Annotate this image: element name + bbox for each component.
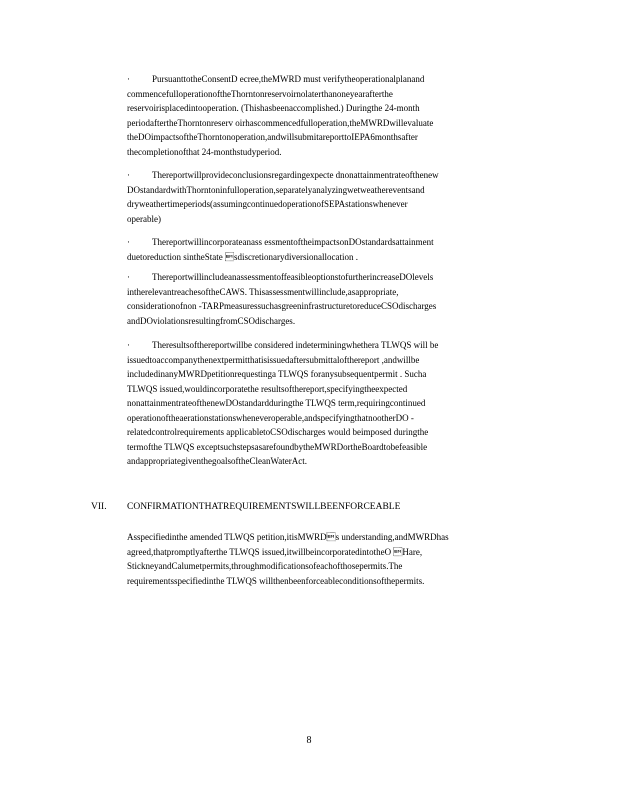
bullet-paragraph (127, 235, 527, 264)
bullet-paragraph-line (127, 72, 527, 87)
bullet-paragraph-line: DOstandardwithThorntoninfulloperation,separatelyanalyzingwetweathereventsand (127, 184, 425, 195)
section-body-line: StickneyandCalumetpermits,throughmodificationsofeachofthosepermits.The (127, 561, 403, 571)
section-body-line: requirementsspecifiedinthe TLWQS willthenbeenforceableconditionsofthepermits. (127, 575, 425, 586)
bullet-paragraph-line: reservoirisplacedintooperation. (Thishasbeenaccomplished.) Duringthe 24-month (127, 103, 420, 113)
bullet-marker: · (127, 340, 130, 350)
bullet-paragraph-line: andDOviolationsresultingfromCSOdischarges. (127, 315, 296, 326)
bullet-paragraph-line: termofthe TLWQS exceptsuchstepsasarefoundbytheMWRDortheBoardtobefeasible (127, 441, 428, 452)
bullet-paragraph-line (127, 235, 527, 250)
bullet-paragraph-line: relatedcontrolrequirements applicabletoCSOdischarges would beimposed duringthe (127, 427, 429, 437)
bullet-paragraph-line: andappropriategiventhegoalsoftheCleanWaterAct. (127, 456, 307, 466)
bullet-text: PursuanttotheConsentD ecree,theMWRD must verifytheoperationalplanand (152, 74, 425, 84)
bullet-paragraph-line (127, 168, 527, 183)
bullet-paragraph-line: duetoreduction sintheState sdiscretionarydiversionallocation . (127, 251, 358, 262)
bullet-paragraph-line: intherelevantreachesoftheCAWS. Thisassessmentwillinclude,asappropriate, (127, 286, 399, 297)
bullet-paragraph-line: nonattainmentrateofthenewDOstandardduringthe TLWQS term,requiringcontinued (127, 398, 426, 408)
bullet-paragraph (127, 270, 527, 328)
bullet-text: Thereportwillincorporateanass essmentoftheimpactsonDOstandardsattainment (152, 237, 434, 247)
bullet-paragraph-line: theDOimpactsoftheThorntonoperation,andwillsubmitareporttoIEPA6monthsafter (127, 132, 418, 142)
bullet-text: Theresultsofthereportwillbe considered indeterminingwhethera TLWQS will be (152, 340, 439, 350)
bullet-text: Thereportwillprovideconclusionsregardingexpecte dnonattainmentrateofthenew (152, 170, 439, 180)
section-body (127, 530, 527, 588)
bullet-paragraph-line: operationoftheaerationstationswheneveroperable,andspecifyingthatnootherDO - (127, 412, 414, 423)
bullet-marker: · (127, 74, 130, 84)
bullet-paragraph-line: thecompletionofthat 24-monthstudyperiod. (127, 146, 282, 157)
section-body-line: Asspecifiedinthe amended TLWQS petition,itisMWRDs understanding,andMWRDhas (127, 532, 449, 542)
bullet-marker: · (127, 170, 130, 180)
bullet-paragraph-line: includedinanyMWRDpetitionrequestinga TLWQS foranysubsequentpermit . Sucha (127, 369, 427, 379)
bullet-paragraph-line (127, 270, 527, 285)
section-number: VII. (91, 502, 107, 512)
bullet-paragraph-line: issuedtoaccompanythenextpermitthatisissuedaftersubmittalofthereport ,andwillbe (127, 354, 420, 365)
bullet-paragraph-line: dryweathertimeperiods(assumingcontinuedoperationofSEPAstationswhenever (127, 199, 408, 209)
bullet-paragraph (127, 338, 527, 469)
bullet-paragraph-line: TLWQS issued,wouldincorporatethe resultsofthereport,specifyingtheexpected (127, 383, 408, 394)
page-number: 8 (306, 735, 312, 746)
bullet-text: ThereportwillincludeanassessmentoffeasibleoptionstofurtherincreaseDOlevels (152, 272, 434, 282)
bullet-paragraph-line: operable) (127, 213, 161, 224)
section-heading: CONFIRMATIONTHATREQUIREMENTSWILLBEENFORCEABLE (127, 502, 401, 512)
bullet-paragraph (127, 72, 527, 159)
bullet-paragraph-line: commencefulloperationoftheThorntonreservoirnolaterthanoneyearafterthe (127, 88, 393, 99)
bullet-marker: · (127, 272, 130, 282)
bullet-paragraph (127, 168, 527, 226)
section-body-line: agreed,thatpromptlyafterthe TLWQS issued,itwillbeincorporatedintotheO Hare, (127, 546, 423, 557)
bullet-marker: · (127, 237, 130, 247)
bullet-paragraph-line: considerationofnon -TARPmeasuressuchasgreeninfrastructuretoreduceCSOdischarges (127, 301, 437, 311)
bullet-paragraph-line (127, 338, 527, 353)
bullet-paragraph-line: periodaftertheThorntonreserv oirhascommencedfulloperation,theMWRDwillevaluate (127, 117, 434, 128)
